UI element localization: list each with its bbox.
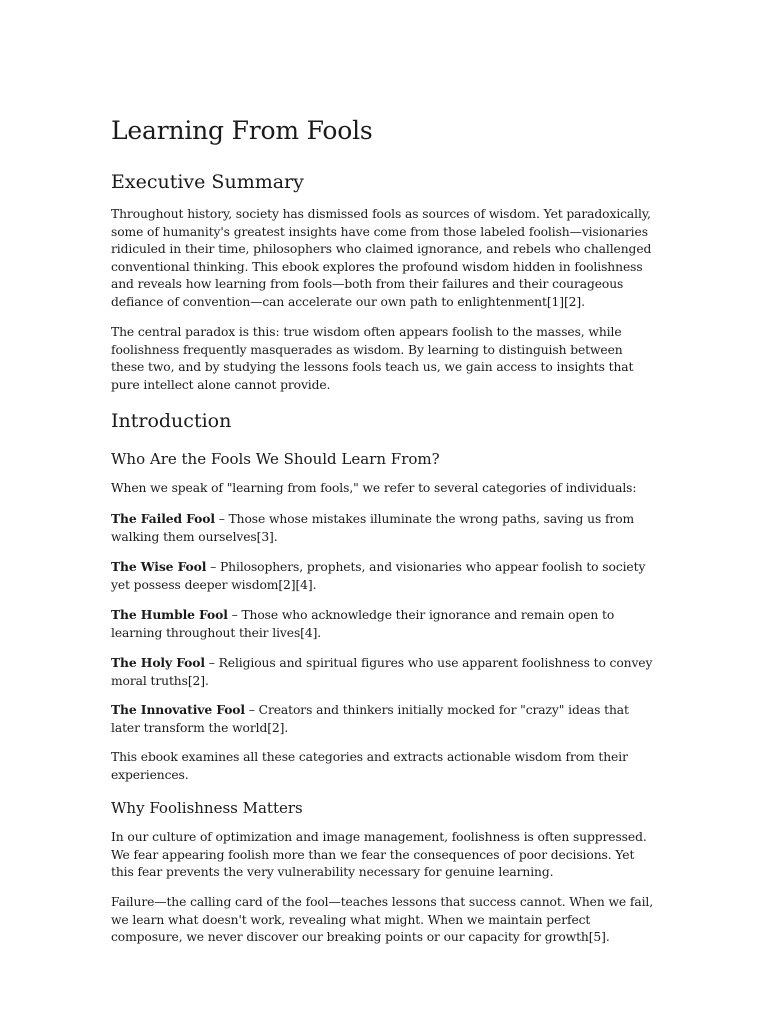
category-description: – Philosophers, prophets, and visionaries who appear foolish to society yet possess deeper wisdom[2][4]. bbox=[111, 560, 646, 592]
category-name: The Failed Fool bbox=[111, 511, 215, 526]
why-paragraph-1: In our culture of optimization and image management, foolishness is often suppressed. We fear appearing foolish more than we fear the consequences of poor decisions. Yet this fear prevents the very vulnerability necessary for genuine learning. bbox=[111, 830, 647, 880]
why-paragraph-2: Failure—the calling card of the fool—teaches lessons that success cannot. When we fail, we learn what doesn't work, revealing what might. When we maintain perfect composure, we never discover our breaking points or our capacity for growth[5]. bbox=[111, 895, 654, 945]
category-description: – Those whose mistakes illuminate the wrong paths, saving us from walking them ourselves[3]. bbox=[111, 512, 635, 544]
category-description: – Creators and thinkers initially mocked for "crazy" ideas that later transform the world[2]. bbox=[111, 703, 629, 735]
category-name: The Innovative Fool bbox=[111, 702, 245, 717]
category-description: – Those who acknowledge their ignorance and remain open to learning throughout their lives[4]. bbox=[111, 608, 615, 640]
category-name: The Holy Fool bbox=[111, 655, 205, 670]
who-intro-paragraph: When we speak of "learning from fools," we refer to several categories of individuals: bbox=[111, 481, 637, 495]
category-innovative-fool bbox=[111, 701, 659, 737]
executive-summary-heading: Executive Summary bbox=[111, 171, 304, 193]
category-humble-fool bbox=[111, 606, 659, 642]
category-holy-fool bbox=[111, 654, 659, 690]
category-name: The Wise Fool bbox=[111, 559, 207, 574]
executive-summary-paragraph-2: The central paradox is this: true wisdom often appears foolish to the masses, while foolishness frequently masquerades as wisdom. By learning to distinguish between these two, and by studying the lessons fools teach us, we gain access to insights that pure intellect alone cannot provide. bbox=[111, 325, 634, 392]
category-wise-fool bbox=[111, 558, 659, 594]
document-title: Learning From Fools bbox=[111, 116, 373, 145]
why-heading: Why Foolishness Matters bbox=[111, 799, 303, 817]
introduction-heading: Introduction bbox=[111, 410, 232, 432]
category-name: The Humble Fool bbox=[111, 607, 228, 622]
category-description: – Religious and spiritual figures who use apparent foolishness to convey moral truths[2]. bbox=[111, 656, 653, 688]
who-outro-paragraph: This ebook examines all these categories and extracts actionable wisdom from their experiences. bbox=[111, 750, 628, 782]
category-failed-fool bbox=[111, 510, 659, 546]
executive-summary-paragraph-1: Throughout history, society has dismissed fools as sources of wisdom. Yet paradoxically, some of humanity's greatest insights have come from those labeled foolish—visionaries ridiculed in their time, philosophers who claimed ignorance, and rebels who challenged conventional thinking. This ebook explores the profound wisdom hidden in foolishness and reveals how learning from fools—both from their failures and their courageous defiance of convention—can accelerate our own path to enlightenment[1][2]. bbox=[111, 207, 652, 309]
who-heading: Who Are the Fools We Should Learn From? bbox=[111, 450, 440, 468]
